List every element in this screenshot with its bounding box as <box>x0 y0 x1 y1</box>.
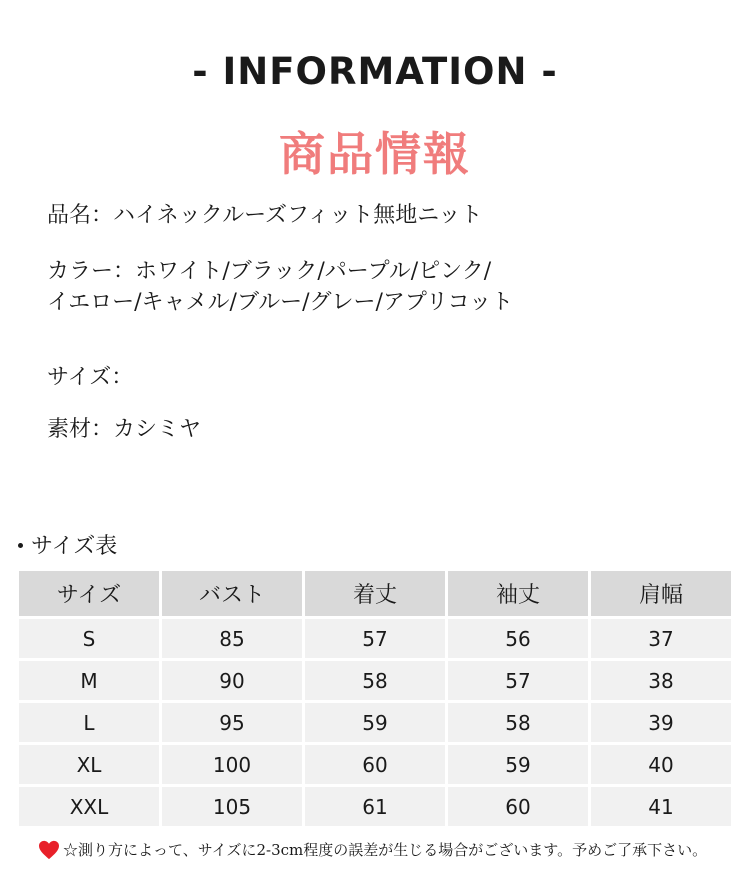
size-chart-table <box>16 568 734 829</box>
color-options-line-1: カラー：ホワイト/ブラック/パープル/ピンク/ <box>47 259 492 284</box>
page-title-japanese: 商品情報 <box>279 127 471 181</box>
size-chart-heading <box>18 532 117 562</box>
table-header-row <box>19 571 731 616</box>
table-row <box>19 703 731 742</box>
material-info: 素材：カシミヤ <box>47 417 202 442</box>
table-cell: 60 <box>448 787 588 826</box>
table-cell: 41 <box>591 787 731 826</box>
table-cell: XL <box>19 745 159 784</box>
table-cell: 59 <box>448 745 588 784</box>
header-cell-sleeve: 袖丈 <box>448 571 588 616</box>
table-row <box>19 661 731 700</box>
bullet-icon <box>18 543 23 548</box>
table-cell: 57 <box>448 661 588 700</box>
table-cell: 90 <box>162 661 302 700</box>
size-chart-heading-text: サイズ表 <box>31 534 118 559</box>
table-cell: 39 <box>591 703 731 742</box>
header-cell-bust: バスト <box>162 571 302 616</box>
measurement-note <box>38 838 707 862</box>
size-label: サイズ： <box>47 365 134 390</box>
table-cell: 56 <box>448 619 588 658</box>
product-name: 品名：ハイネックルーズフィット無地ニット <box>47 203 483 228</box>
table-cell: 60 <box>305 745 445 784</box>
table-cell: S <box>19 619 159 658</box>
table-row <box>19 745 731 784</box>
table-cell: 38 <box>591 661 731 700</box>
table-cell: 95 <box>162 703 302 742</box>
table-cell: 37 <box>591 619 731 658</box>
table-row <box>19 619 731 658</box>
table-cell: 58 <box>448 703 588 742</box>
table-cell: 40 <box>591 745 731 784</box>
table-cell: L <box>19 703 159 742</box>
table-cell: 59 <box>305 703 445 742</box>
heart-icon <box>38 840 60 860</box>
table-cell: 100 <box>162 745 302 784</box>
header-cell-size: サイズ <box>19 571 159 616</box>
table-cell: 105 <box>162 787 302 826</box>
table-cell: XXL <box>19 787 159 826</box>
color-options-line-2: イエロー/キャメル/ブルー/グレー/アプリコット <box>47 290 514 315</box>
table-cell: M <box>19 661 159 700</box>
table-cell: 57 <box>305 619 445 658</box>
header-cell-length: 着丈 <box>305 571 445 616</box>
table-cell: 85 <box>162 619 302 658</box>
header-cell-shoulder: 肩幅 <box>591 571 731 616</box>
table-cell: 58 <box>305 661 445 700</box>
page-title-english: - INFORMATION - <box>192 50 558 93</box>
table-row <box>19 787 731 826</box>
measurement-note-text: ☆測り方によって、サイズに2-3cm程度の誤差が生じる場合がございます。予めご了承下さい。 <box>63 841 708 859</box>
table-cell: 61 <box>305 787 445 826</box>
